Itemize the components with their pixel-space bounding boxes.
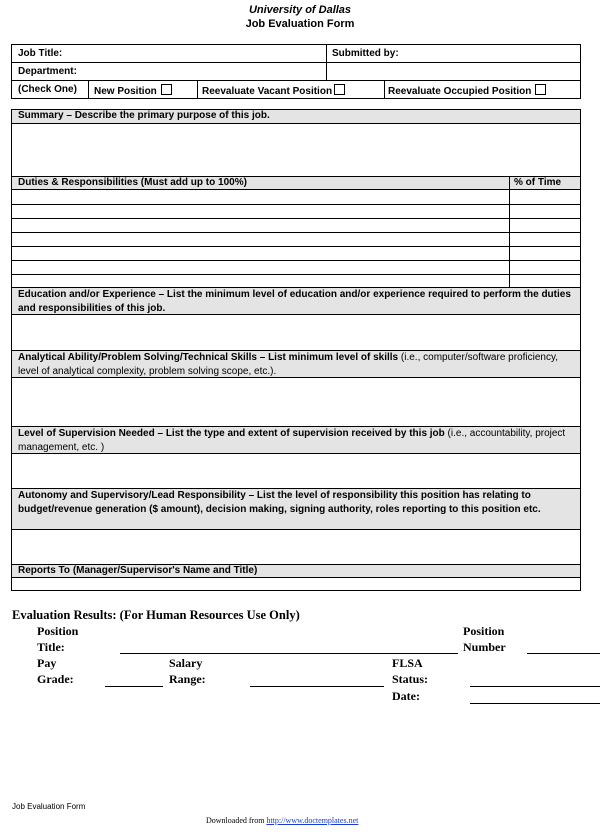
position-number-label-2: Number [463, 640, 506, 654]
analytical-label-detail: (i.e., computer/software proficiency, level of analytical complexity, problem solving scope, etc.). [18, 352, 558, 377]
reports-to-label: Reports To (Manager/Supervisor's Name and Title) [18, 565, 258, 576]
doctemplates-link[interactable]: http://www.doctemplates.net [266, 816, 359, 825]
autonomy-field[interactable] [12, 530, 580, 564]
education-label: Education and/or Experience – List the minimum level of education and/or experience required to perform the duties and responsibilities of this job. [18, 289, 571, 314]
footer-form-name: Job Evaluation Form [12, 802, 86, 811]
position-number-line[interactable] [527, 653, 600, 654]
column-divider [384, 81, 385, 99]
duties-label: Duties & Responsibilities (Must add up to 100%) [18, 177, 247, 188]
title-label: Title: [37, 640, 65, 654]
autonomy-label: Autonomy and Supervisory/Lead Responsibility – List the level of responsibility this position has relating to budget/revenue generation ($ amount), decision making, signing authority, roles reporting to this position etc. [18, 490, 541, 515]
column-divider [197, 81, 198, 99]
grade-label: Grade: [37, 672, 74, 686]
new-position-checkbox[interactable] [161, 84, 172, 95]
submitted-by-label: Submitted by: [332, 48, 399, 59]
summary-label: Summary – Describe the primary purpose of this job. [18, 110, 270, 121]
summary-field[interactable] [12, 124, 580, 176]
reevaluate-occupied-checkbox[interactable] [535, 84, 546, 95]
form-title: Job Evaluation Form [245, 18, 355, 30]
duty-row-line [12, 218, 580, 219]
supervision-label [18, 427, 574, 455]
option-new-position[interactable] [94, 84, 172, 97]
job-description-form [11, 109, 581, 591]
salary-label: Salary [169, 656, 203, 670]
supervision-field[interactable] [12, 454, 580, 488]
duty-row-line [12, 232, 580, 233]
salary-range-line[interactable] [250, 686, 384, 687]
job-info-table [11, 44, 581, 99]
department-label: Department: [18, 66, 77, 77]
pay-label: Pay [37, 656, 57, 670]
position-number-label-1: Position [463, 624, 505, 638]
analytical-label-bold: Analytical Ability/Problem Solving/Technical Skills – List minimum level of skills [18, 352, 399, 363]
percent-time-label: % of Time [514, 177, 562, 188]
duty-row-line [12, 246, 580, 247]
option-reevaluate-occupied[interactable] [388, 84, 546, 97]
duty-row-line [12, 274, 580, 275]
analytical-section-header [12, 350, 580, 378]
date-label: Date: [392, 689, 420, 703]
option-reevaluate-vacant[interactable] [202, 84, 345, 97]
position-label: Position [37, 624, 79, 638]
reevaluate-vacant-checkbox[interactable] [334, 84, 345, 95]
department-row [12, 63, 580, 81]
position-title-line[interactable] [120, 653, 458, 654]
autonomy-section-header [12, 488, 580, 530]
status-label: Status: [392, 672, 429, 686]
flsa-label: FLSA [392, 656, 423, 670]
summary-section-header [12, 110, 580, 124]
date-line[interactable] [470, 703, 600, 704]
education-section-header [12, 287, 580, 315]
option-label: New Position [94, 86, 157, 97]
analytical-field[interactable] [12, 378, 580, 426]
university-name: University of Dallas [248, 4, 352, 16]
range-label: Range: [169, 672, 206, 686]
footer-download-source [206, 816, 358, 825]
job-title-row [12, 45, 580, 63]
supervision-section-header [12, 426, 580, 454]
duties-section-header [12, 176, 580, 190]
column-divider [88, 81, 89, 99]
check-one-label: (Check One) [18, 84, 77, 95]
position-type-row [12, 81, 580, 99]
supervision-label-bold: Level of Supervision Needed – List the type and extent of supervision received by this job [18, 428, 445, 439]
supervision-label-detail: (i.e., accountability, project management, etc. ) [18, 428, 566, 453]
duty-row-line [12, 260, 580, 261]
evaluation-heading: Evaluation Results: (For Human Resources Use Only) [12, 608, 300, 622]
option-label: Reevaluate Occupied Position [388, 86, 532, 97]
option-label: Reevaluate Vacant Position [202, 86, 333, 97]
reports-to-section-header [12, 564, 580, 578]
analytical-label [18, 351, 574, 379]
downloaded-from-label: Downloaded from [206, 816, 265, 825]
pay-grade-line[interactable] [105, 686, 163, 687]
reports-to-field[interactable] [12, 578, 580, 590]
education-field[interactable] [12, 315, 580, 351]
job-title-label: Job Title: [18, 48, 63, 59]
flsa-status-line[interactable] [470, 686, 600, 687]
duty-row-line [12, 204, 580, 205]
